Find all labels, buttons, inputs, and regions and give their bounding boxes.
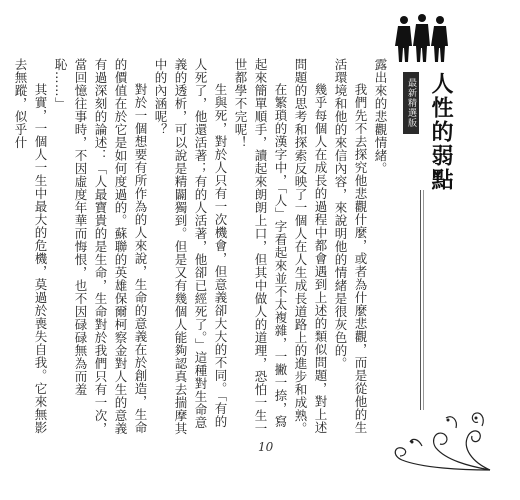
page-number: 10 bbox=[258, 440, 274, 454]
book-title: 人性的弱點 bbox=[428, 72, 453, 192]
paragraph: 幾乎每個人在成長的過程中都會遇到上述的類似問題，對上述問題的思考和探索反映了一個人在人生成長道路上的進步和成熟。 bbox=[293, 58, 328, 435]
body-text bbox=[10, 58, 390, 438]
floral-ornament-icon bbox=[372, 400, 492, 472]
paragraph: 對於一個想要有所作為的人來說，生命的意義在於創造，生命的價值在於它是如何度過的。蘇聯的英雄保爾柯察金對人生的意義有過深刻的論述：「人最寶貴的是生命，生命對於我們只有一次，當回憶往事時，不因虛度年華而悔恨，也不因碌碌無為而羞恥……」 bbox=[53, 58, 148, 435]
paragraph: 露出來的悲觀情緒。 bbox=[373, 58, 388, 175]
paragraph: 在繁瑣的漢字中，「人」字看起來並不太複雜，一撇一捺，寫起來簡單順手，讀起來朗朗上口，但其中做人的道理，恐怕一生一世都學不完呢！ bbox=[233, 58, 288, 435]
paragraph: 其實，一個人一生中最大的危機，莫過於喪失自我。它來無影去無蹤，似乎什 bbox=[13, 58, 48, 434]
paragraph: 生與死，對於人只有一次機會，但意義卻大大的不同。「有的人死了，他還活著；有的人活著，他卻已經死了。」這種對生命意義的透析，可以說是精闢獨到。但是又有幾個人能夠認真去揣摩其中的內涵呢？ bbox=[153, 58, 228, 435]
series-label: 最新精選版 bbox=[403, 72, 419, 134]
header-divider-thin bbox=[423, 190, 424, 410]
businesspeople-silhouette-icon bbox=[392, 12, 452, 64]
header-divider bbox=[420, 190, 421, 410]
paragraph: 我們先不去探究他悲觀什麼，或者為什麼悲觀，而是從他的生活環境和他的來信內容，來說明他的情緒是很灰色的。 bbox=[333, 58, 368, 434]
